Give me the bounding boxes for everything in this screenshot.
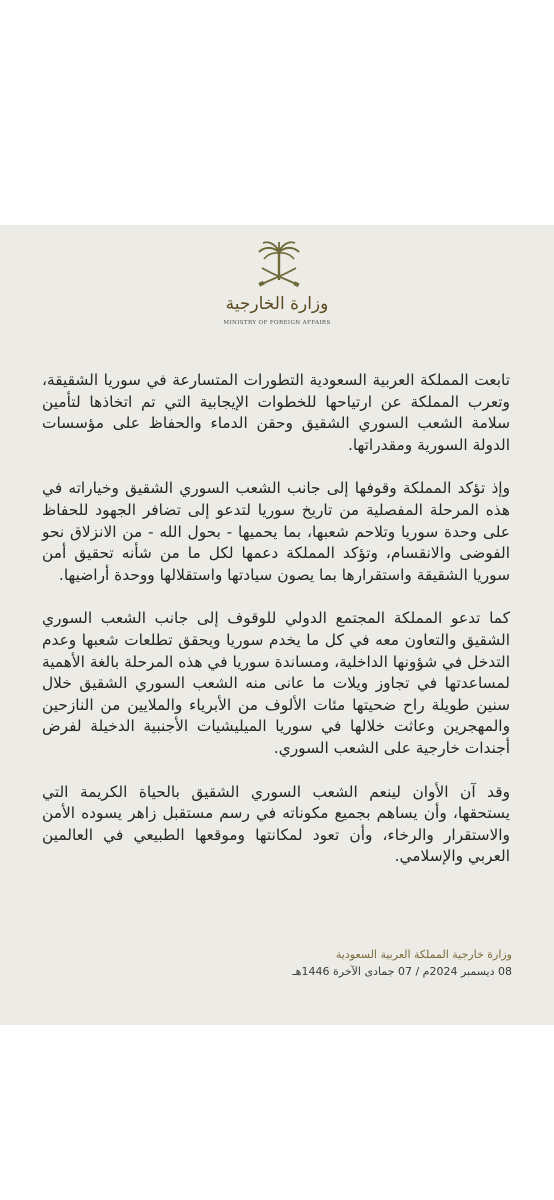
paragraph-2: وإذ تؤكد المملكة وقوفها إلى جانب الشعب السوري الشقيق وخياراته في هذه المرحلة المفصلية من تاريخ سوريا لتدعو إلى تضافر الجهود للحفاظ على وحدة سوريا وتلاحم شعبها، بما يحميها - بحول الله - من الانزلاق نحو الفوضى والانقسام، وتؤكد المملكة دعمها لكل ما من شأنه تحقيق أمن سوريا الشقيقة واستقرارها بما يصون سيادتها واستقلالها ووحدة أراضيها.: [42, 479, 510, 584]
paragraph-3: كما تدعو المملكة المجتمع الدولي للوقوف إلى جانب الشعب السوري الشقيق والتعاون معه في كل ما يخدم سوريا ويحقق تطلعات شعبها وعدم التدخل في شؤونها الداخلية، ومساندة سوريا في هذه المرحلة بالغة الأهمية لمساعدتها في تجاوز ويلات ما عانى منه الشعب السوري الشقيق خلال سنين طويلة راح ضحيتها مئات الألوف من الأبرياء والملايين من النازحين والمهجرين وعاثت خلالها في سوريا الميليشيات الأجنبية الدخيلة لفرض أجندات خارجية على الشعب السوري.: [42, 609, 510, 757]
signature-ministry: وزارة خارجية المملكة العربية السعودية: [335, 948, 512, 961]
ministry-name-english: MINISTRY OF FOREIGN AFFAIRS: [223, 320, 331, 326]
emblem-icon: [234, 238, 324, 328]
ministry-name-arabic: وزارة الخارجية: [225, 294, 329, 314]
bottom-margin: [0, 1025, 554, 1200]
top-margin: [0, 0, 554, 225]
paragraph-1: تابعت المملكة العربية السعودية التطورات المتسارعة في سوريا الشقيقة، وتعرب المملكة عن ارتياحها للخطوات الإيجابية التي تم اتخاذها لتأمين سلامة الشعب السوري الشقيق وحقن الدماء والحفاظ على مؤسسات الدولة السورية ومقدراتها.: [42, 371, 510, 454]
signature-block: [212, 946, 512, 980]
statement-body: [42, 370, 510, 890]
paragraph-4: وقد آن الأوان لينعم الشعب السوري الشقيق بالحياة الكريمة التي يستحقها، وأن يساهم بجميع مكوناته في رسم مستقبل زاهر يسوده الأمن والاستقرار والرخاء، وأن تعود لمكانتها وموقعها الطبيعي في العالمين العربي والإسلامي.: [42, 782, 510, 866]
statement-date: 08 ديسمبر 2024م / 07 جمادى الآخرة 1446هـ: [292, 965, 512, 978]
